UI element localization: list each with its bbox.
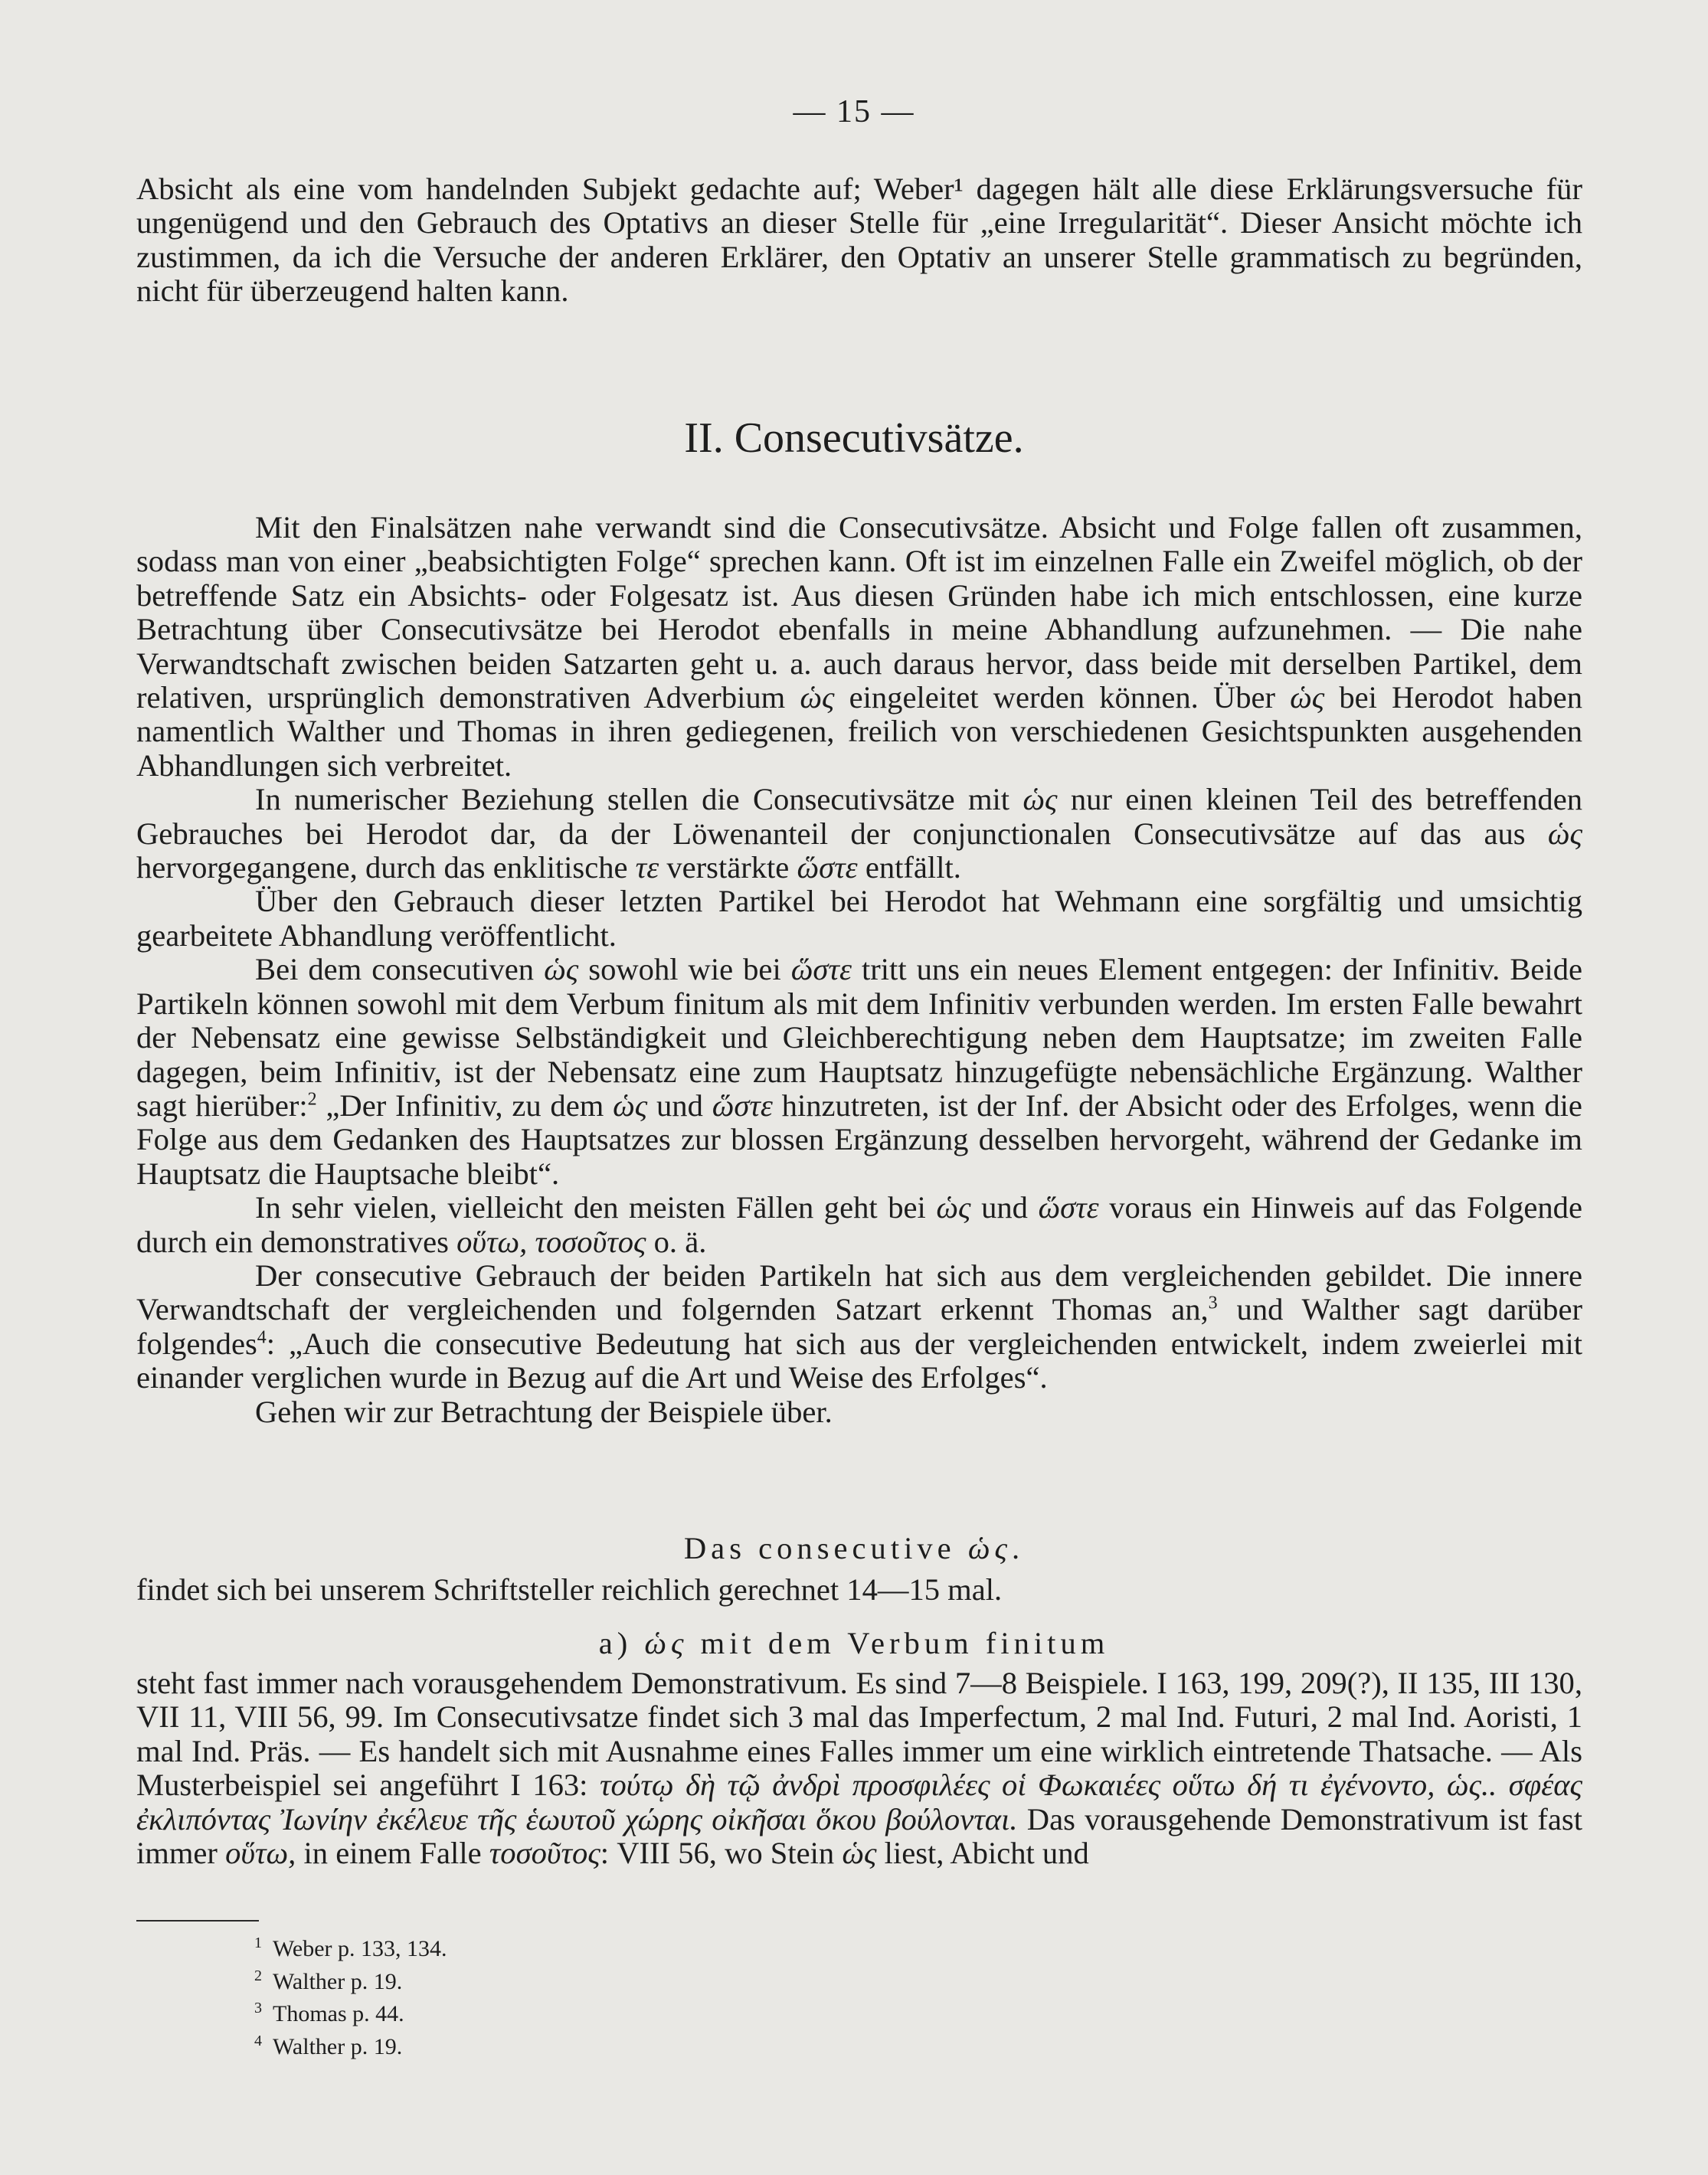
greek-term: ὡς	[967, 1531, 1012, 1565]
paragraph: Absicht als eine vom handelnden Subjekt gedachte auf; Weber¹ dagegen hält alle diese Erklärungsversuche für ungenügend und den Gebrauch des Optativs an dieser Stelle für „eine Irregularität“. Dieser Ansicht möchte ich zustimmen, da ich die Versuche der anderen Erklärer, den Optativ an unserer Stelle grammatisch zu begründen, nicht für überzeugend halten kann.	[136, 172, 1582, 309]
greek-term: ὡς	[936, 1190, 971, 1225]
footnotes	[254, 1930, 447, 2060]
paragraph: findet sich bei unserem Schriftsteller reichlich gerechnet 14—15 mal.	[136, 1572, 1003, 1607]
footnote-ref: 2	[307, 1089, 317, 1110]
frequency-line	[136, 1573, 1582, 1607]
page-number: — 15 —	[793, 94, 915, 129]
paragraph: In numerischer Beziehung stellen die Consecutivsätze mit ὡς nur einen kleinen Teil des betreffenden Gebrauches bei Herodot dar, da der Löwenanteil der conjunctionalen Consecutivsätze auf das aus ὡς hervorgegangene, durch das enklitische τε verstärkte ὥστε entfällt.	[136, 782, 1582, 885]
greek-term: ὡς	[1023, 782, 1058, 817]
paragraph: Der consecutive Gebrauch der beiden Partikeln hat sich aus dem vergleichenden gebildet. Die innere Verwandtschaft der vergleichenden und folgernden Satzart erkennt Thomas an,$^3$ und Walther sagt darüber folgendes$^4$: „Auch die consecutive Bedeutung hat sich aus der vergleichenden entwickelt, indem zweierlei mit einander verglichen wurde in Bezug auf die Art und Weise des Erfolges“.	[136, 1258, 1582, 1395]
greek-term: ὡς	[1290, 680, 1325, 715]
greek-term: ὥστε	[790, 952, 852, 987]
greek-term: οὕτω,	[225, 1836, 296, 1871]
opening-paragraph-block	[136, 172, 1582, 309]
greek-quotation: τούτῳ δὴ τῷ ἀνδρὶ προσφιλέες οἱ Φωκαιέες οὕτω δή τι ἐγένοντο, ὡς.. σφέας ἐκλιπόντας Ἰωνίην ἐκέλευε τῆς ἑωυτοῦ χώρης οἰκῆσαι ὅκου βούλονται.	[136, 1768, 1582, 1836]
footnote: $^3$ Thomas p. 44.	[254, 2000, 404, 2026]
footnote: $^1$ Weber p. 133, 134.	[254, 1935, 447, 1961]
greek-term: τοσοῦτος	[489, 1836, 600, 1871]
greek-term: ὡς	[613, 1088, 648, 1123]
examples-block	[136, 1666, 1582, 1870]
subheading-consecutive-hos: Das consecutive ὡς.	[683, 1531, 1025, 1565]
greek-term: ὥστε	[1038, 1190, 1099, 1225]
section-title: II. Consecutivsätze.	[684, 414, 1024, 462]
greek-term: ὡς	[1547, 816, 1582, 851]
greek-term: ὡς	[544, 952, 579, 987]
footnote-divider	[136, 1920, 259, 1922]
greek-term: τε	[635, 850, 659, 885]
greek-term: ὡς	[800, 680, 835, 715]
greek-term: ὡς	[842, 1836, 877, 1871]
paragraph: Mit den Finalsätzen nahe verwandt sind die Consecutivsätze. Absicht und Folge fallen oft zusammen, sodass man von einer „beabsichtigten Folge“ sprechen kann. Oft ist im einzelnen Falle ein Zweifel möglich, ob der betreffende Satz ein Absichts- oder Folgesatz ist. Aus diesen Gründen habe ich mich entschlossen, eine kurze Betrachtung über Consecutivsätze bei Herodot ebenfalls in meine Abhandlung aufzunehmen. — Die nahe Verwandtschaft zwischen beiden Satzarten geht u. a. auch daraus hervor, dass beide mit derselben Partikel, dem relativen, ursprünglich demonstrativen Adverbium ὡς eingeleitet werden können. Über ὡς bei Herodot haben namentlich Walther und Thomas in ihren gediegenen, freilich von verschiedenen Gesichtspunkten ausgehenden Abhandlungen sich verbreitet.	[136, 510, 1582, 783]
greek-term: ὡς	[644, 1626, 689, 1660]
footnote: $^4$ Walther p. 19.	[254, 2032, 403, 2059]
paragraph: Bei dem consecutiven ὡς sowohl wie bei ὥστε tritt uns ein neues Element entgegen: der Infinitiv. Beide Partikeln können sowohl mit dem Verbum finitum als mit dem Infinitiv verbunden werden. Im ersten Falle bewahrt der Nebensatz eine gewisse Selbständigkeit und Gleichberechtigung neben dem Hauptsatze; im zweiten Falle dagegen, beim Infinitiv, ist der Nebensatz eine zum Hauptsatz hinzugefügte nebensächliche Ergänzung. Walther sagt hierüber:$^2$ „Der Infinitiv, zu dem ὡς und ὥστε hinzutreten, ist der Inf. der Absicht oder des Erfolges, wenn die Folge aus dem Gedanken des Hauptsatzes zur blossen Ergänzung desselben hervorgeht, während der Gedanke im Hauptsatz die Hauptsache bleibt“.	[136, 952, 1582, 1191]
paragraph: Über den Gebrauch dieser letzten Partikel bei Herodot hat Wehmann eine sorgfältig und umsichtig gearbeitete Abhandlung veröffentlicht.	[136, 884, 1582, 953]
greek-term: οὕτω, τοσοῦτος	[456, 1224, 646, 1259]
paragraph: Gehen wir zur Betrachtung der Beispiele über.	[255, 1394, 833, 1429]
paragraph: steht fast immer nach vorausgehendem Demonstrativum. Es sind 7—8 Beispiele. I 163, 199, 209(?), II 135, III 130, VII 11, VIII 56, 99. Im Consecutivsatze findet sich 3 mal das Imperfectum, 2 mal Ind. Futuri, 2 mal Ind. Aoristi, 1 mal Ind. Präs. — Es handelt sich mit Ausnahme eines Falles immer um eine wirklich eintretende Thatsache. — Als Musterbeispiel sei angeführt I 163: τούτῳ δὴ τῷ ἀνδρὶ προσφιλέες οἱ Φωκαιέες οὕτω δή τι ἐγένοντο, ὡς.. σφέας ἐκλιπόντας Ἰωνίην ἐκέλευε τῆς ἑωυτοῦ χώρης οἰκῆσαι ὅκου βούλονται. Das vorausgehende Demonstrativum ist fast immer οὕτω, in einem Falle τοσοῦτος: VIII 56, wo Stein ὡς liest, Abicht und	[136, 1666, 1582, 1871]
footnote: $^2$ Walther p. 19.	[254, 1967, 403, 1994]
greek-term: ὥστε	[712, 1088, 773, 1123]
footnote-ref: 3	[1208, 1293, 1218, 1313]
consecutive-intro-block	[136, 511, 1582, 1429]
greek-term: ὥστε	[797, 850, 858, 885]
paragraph: In sehr vielen, vielleicht den meisten Fällen geht bei ὡς und ὥστε voraus ein Hinweis auf das Folgende durch ein demonstratives οὕτω, τοσοῦτος o. ä.	[136, 1190, 1582, 1259]
footnote-ref: 4	[257, 1327, 267, 1348]
subheading-verbum-finitum: a) ὡς mit dem Verbum finitum	[598, 1626, 1110, 1660]
